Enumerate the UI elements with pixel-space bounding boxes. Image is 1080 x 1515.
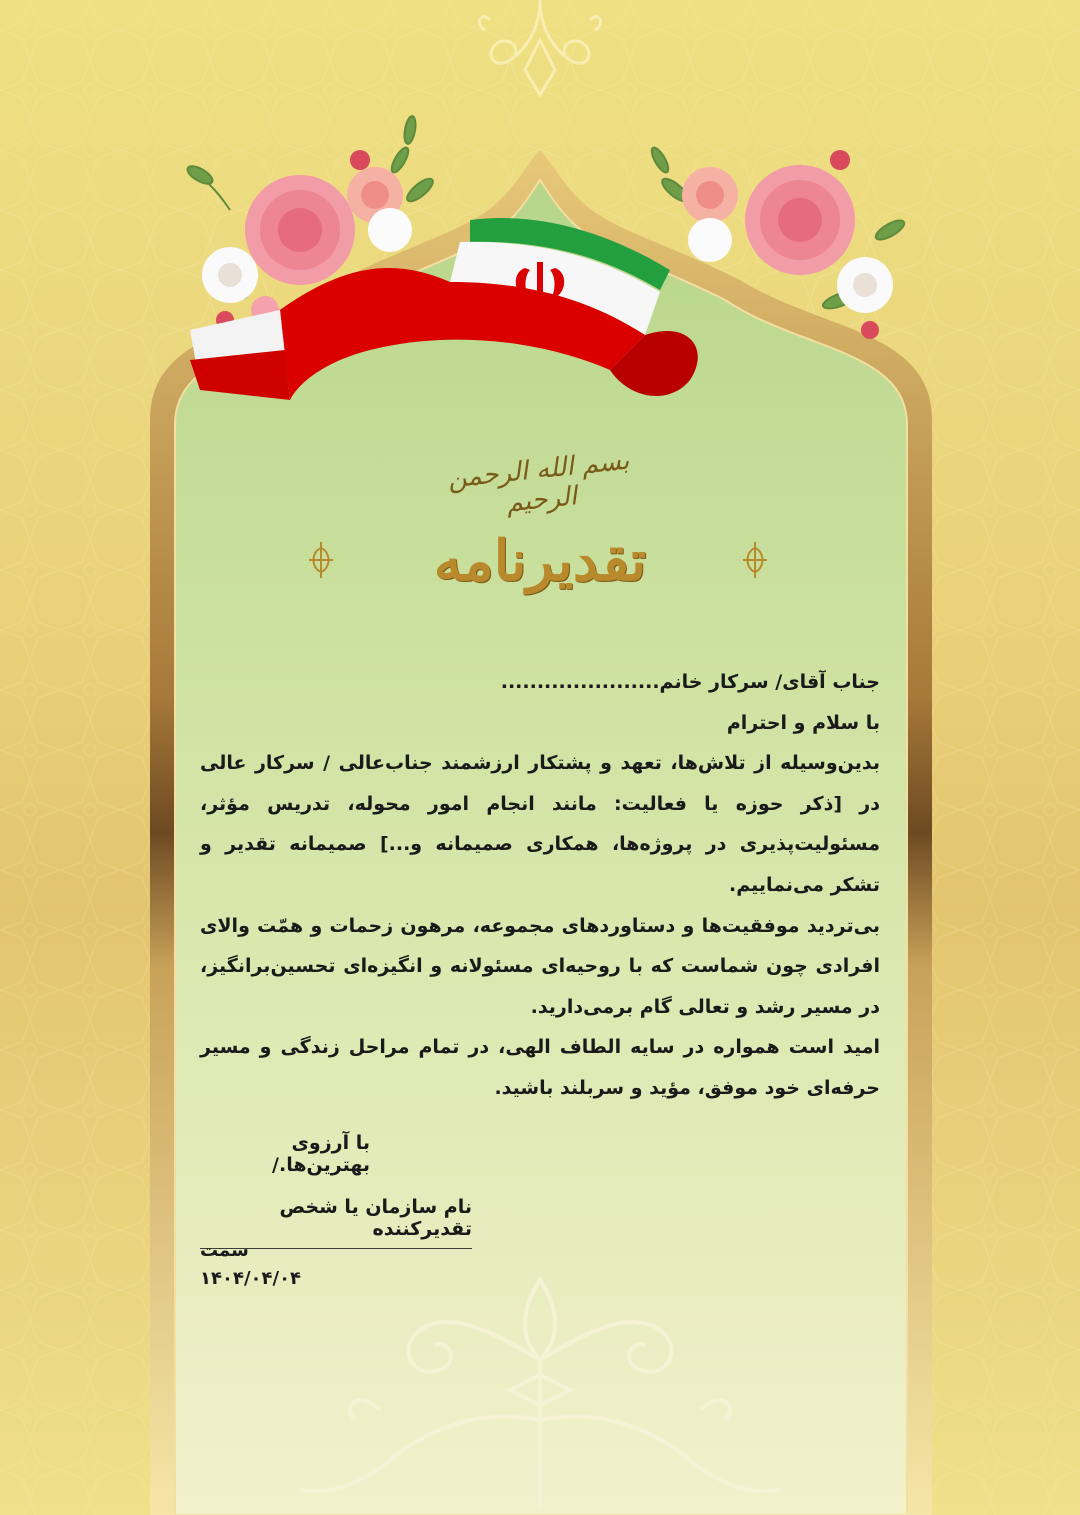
signer-name: نام سازمان یا شخص تقدیرکننده xyxy=(200,1196,472,1249)
page-title: تقدیرنامه xyxy=(433,528,647,594)
iran-flag xyxy=(190,200,720,420)
greeting: با سلام و احترام xyxy=(726,711,880,734)
recipient-line: جناب آقای/ سرکار خانم...................... xyxy=(500,671,880,693)
signer-position: سمت xyxy=(200,1240,249,1261)
paragraph-1: بدین‌وسیله از تلاش‌ها، تعهد و پشتکار ارزشمند جناب‌عالی / سرکار عالی در [ذکر حوزه یا فعالیت: مانند انجام امور محوله، تدریس مؤثر، مسئولیت‌پذیری در پروژه‌ها، همکاری صمیمانه و...] صمیمانه تقدیر و تشکر می‌نماییم. xyxy=(200,752,880,896)
bottom-ornament-icon xyxy=(290,1270,790,1510)
ornament-left-icon xyxy=(306,540,336,580)
closing-wish: با آرزوی بهترین‌ها./ xyxy=(272,1132,370,1176)
paragraph-2: بی‌تردید موفقیت‌ها و دستاوردهای مجموعه، مرهون زحمات و همّت والای افرادی چون شماست که با روحیه‌ای مسئولانه و انگیزه‌ای تحسین‌برانگیز، در مسیر رشد و تعالی گام برمی‌دارید. xyxy=(200,914,880,1018)
basmala: بسم الله الرحمن الرحیم xyxy=(446,445,631,519)
paragraph-3: امید است همواره در سایه الطاف الهی، در تمام مراحل زندگی و مسیر حرفه‌ای خود موفق، مؤید و سربلند باشید. xyxy=(200,1036,880,1099)
ornament-right-icon xyxy=(740,540,770,580)
letter-body xyxy=(200,662,880,1109)
date: ۱۴۰۴/۰۴/۰۴ xyxy=(200,1268,302,1289)
